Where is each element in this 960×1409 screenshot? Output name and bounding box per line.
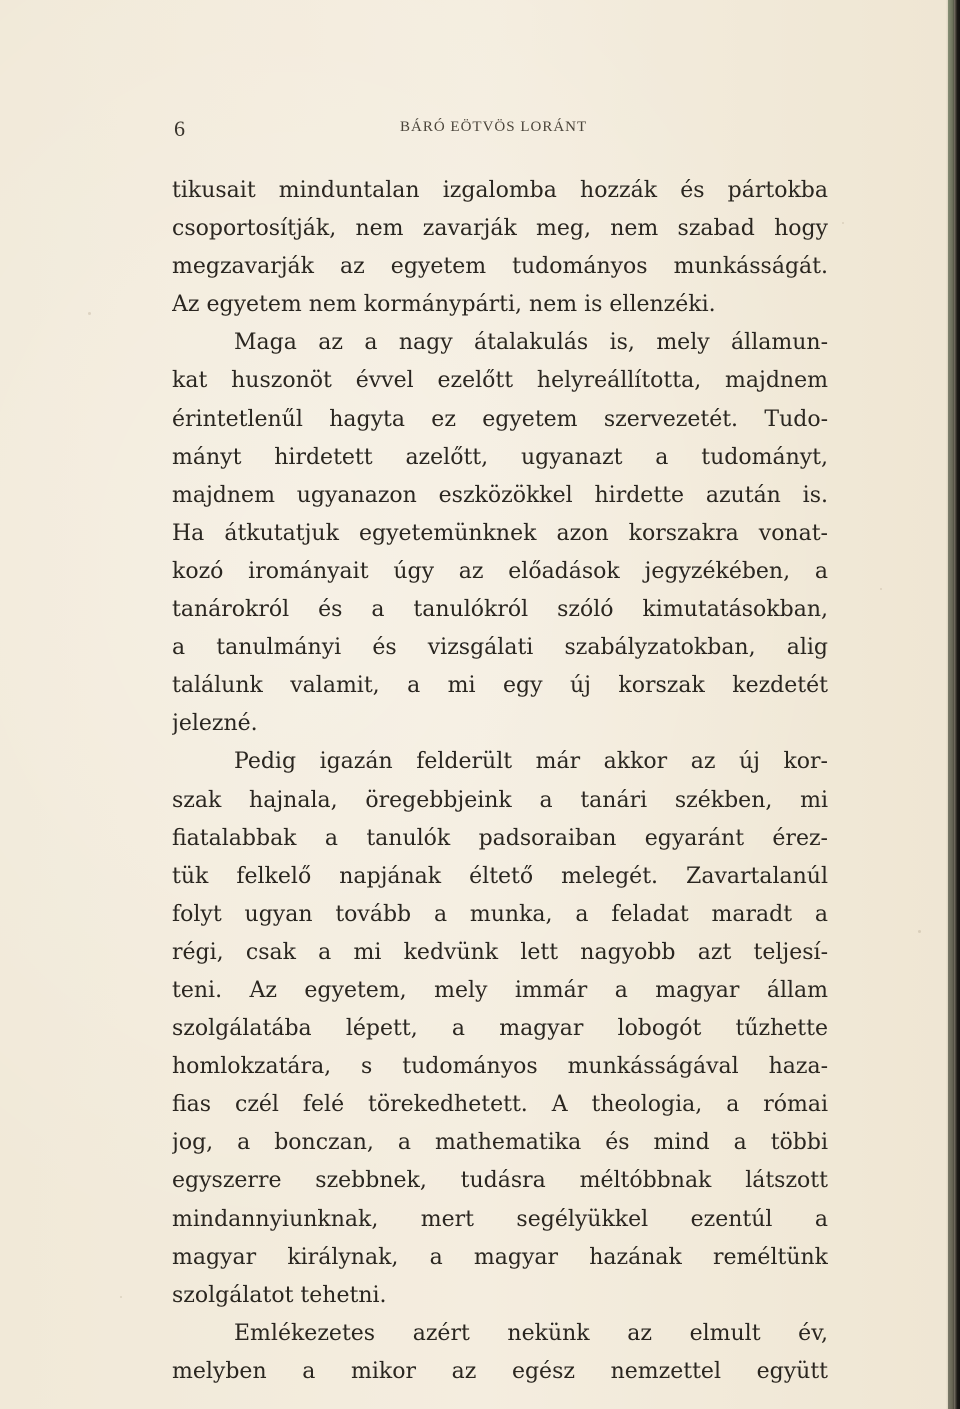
paper-speck	[88, 312, 91, 315]
text-line: fias czél felé törekedhetett. A theologia, a római	[172, 1092, 828, 1118]
text-line: melyben a mikor az egész nemzettel együtt	[172, 1358, 828, 1384]
text-line: szak hajnala, öregebbjeink a tanári székben, mi	[172, 787, 828, 813]
page-number: 6	[174, 116, 185, 141]
text-line: jog, a bonczan, a mathematika és mind a többi	[172, 1130, 828, 1156]
text-line: mányt hirdetett azelőtt, ugyanazt a tudományt,	[172, 444, 828, 470]
text-line: jelezné.	[172, 711, 258, 737]
text-line: tük felkelő napjának éltető melegét. Zavartalanúl	[172, 863, 828, 889]
text-line: homlokzatára, s tudományos munkásságával haza-	[172, 1054, 828, 1080]
text-line: csoportosítják, nem zavarják meg, nem szabad hogy	[172, 216, 828, 242]
paper-speck	[918, 930, 921, 933]
text-line: mindannyiunknak, mert segélyükkel ezentúl a	[172, 1206, 828, 1232]
text-line: kozó irományait úgy az előadások jegyzékében, a	[172, 558, 828, 584]
paper-speck	[120, 1296, 122, 1298]
text-line: kat huszonöt évvel ezelőtt helyreállította, majdnem	[172, 368, 828, 394]
text-line: fiatalabbak a tanulók padsoraiban egyaránt érez-	[172, 825, 828, 851]
text-line: a tanulmányi és vizsgálati szabályzatokban, alig	[172, 635, 828, 661]
body-text	[172, 172, 828, 1391]
running-header	[0, 116, 960, 144]
text-line: folyt ugyan tovább a munka, a feladat maradt a	[172, 901, 828, 927]
text-line: tikusait minduntalan izgalomba hozzák és pártokba	[172, 178, 828, 203]
text-line: szolgálatába lépett, a magyar lobogót tűzhette	[172, 1016, 828, 1042]
text-line: megzavarják az egyetem tudományos munkásságát.	[172, 254, 828, 280]
text-line: magyar királynak, a magyar hazának reméltünk	[172, 1244, 828, 1270]
text-line: találunk valamit, a mi egy új korszak kezdetét	[172, 673, 828, 699]
running-title: BÁRÓ EÖTVÖS LORÁNT	[400, 119, 588, 135]
text-line: egyszerre szebbnek, tudásra méltóbbnak látszott	[172, 1168, 828, 1194]
text-line: Emlékezetes azért nekünk az elmult év,	[234, 1320, 828, 1346]
text-line: érintetlenűl hagyta ez egyetem szervezetét. Tudo-	[172, 406, 828, 432]
text-line: régi, csak a mi kedvünk lett nagyobb azt teljesí-	[172, 939, 828, 965]
text-line: Az egyetem nem kormánypárti, nem is ellenzéki.	[172, 292, 716, 318]
text-line: Pedig igazán felderült már akkor az új kor-	[234, 749, 828, 775]
text-line: tanárokról és a tanulókról szóló kimutatásokban,	[172, 597, 828, 623]
paper-speck	[880, 588, 882, 590]
text-line: Ha átkutatjuk egyetemünknek azon korszakra vonat-	[172, 520, 828, 546]
text-line: teni. Az egyetem, mely immár a magyar állam	[172, 977, 828, 1003]
book-spine-edge	[946, 0, 960, 1409]
text-line: majdnem ugyanazon eszközökkel hirdette azután is.	[172, 482, 828, 508]
text-line: Maga az a nagy átalakulás is, mely államun-	[234, 330, 828, 356]
paper-speck	[842, 222, 844, 224]
text-line: szolgálatot tehetni.	[172, 1282, 387, 1308]
